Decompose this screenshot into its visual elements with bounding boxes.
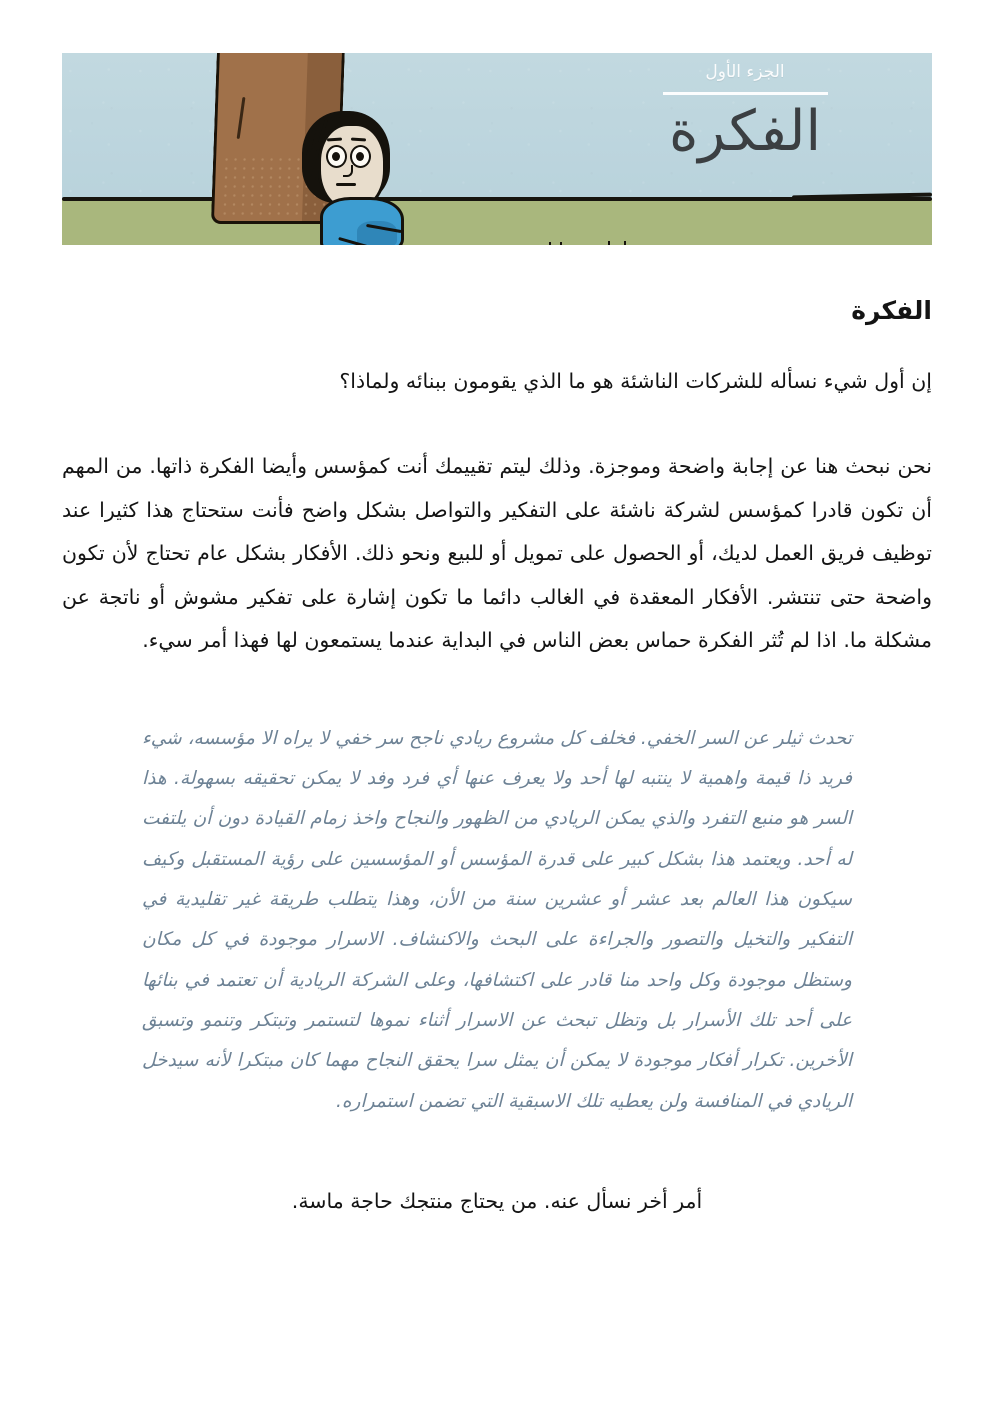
child-shirt-shading xyxy=(357,221,397,245)
document-body xyxy=(62,295,932,1222)
title-divider-rule xyxy=(663,92,828,95)
child-pupil-right xyxy=(356,152,364,161)
hero-banner xyxy=(62,53,932,245)
child-pupil-left xyxy=(332,152,340,161)
tree-bark-crack xyxy=(237,97,246,139)
closing-paragraph: أمر أخر نسأل عنه. من يحتاج منتجك حاجة ماسة. xyxy=(291,1189,703,1214)
grass-tuft xyxy=(608,241,626,245)
hero-title-block xyxy=(580,59,910,165)
child-blue-shirt xyxy=(320,197,404,245)
child-character-illustration xyxy=(292,111,402,245)
part-kicker: الجزء الأول xyxy=(705,62,785,82)
pull-quote: تحدث ثيلر عن السر الخفي. فخلف كل مشروع ريادي ناجح سر خفي لا يراه الا مؤسسه، شيء فريد ذا قيمة واهمية لا ينتبه لها أحد ولا يعرف عنها أي فرد وفد لا يمكن تحقيقه بسهولة. هذا السر هو منبع التفرد والذي يمكن الريادي من الظهور والنجاح واخذ زمام القيادة دون أن يلتفت له أحد. ويعتمد هذا بشكل كبير على قدرة المؤسس أو المؤسسين على رؤية المستقبل وكيف سيكون هذا العالم بعد عشر أو عشرين سنة من الأن، وهذا يتطلب طريقة غير تقليدية في التفكير والتخيل والتصور والجراءة على البحث والاكنشاف. الاسرار موجودة في كل مكان وستظل موجودة وكل واحد منا قادر على اكتشافها، وعلى الشركة الريادية أن تعتمد في بنائها على أحد تلك الأسرار بل وتظل تبحث عن الاسرار أثناء نموها لتستمر وتبتكر وتنمو وتسبق الأخرين. تكرار أفكار موجودة لا يمكن أن يمثل سرا يحقق النجاح مهما كان مبتكرا لأنه سيدخل الريادي في المنافسة ولن يعطيه تلك الاسبقية التي تضمن استمراره. xyxy=(142,727,852,1112)
lead-paragraph: إن أول شيء نسأله للشركات الناشئة هو ما الذي يقومون ببنائه ولماذا؟ xyxy=(339,368,932,393)
grass-ground xyxy=(62,199,932,245)
hero-title: الفكرة xyxy=(668,99,822,165)
section-heading: الفكرة xyxy=(851,296,932,325)
main-paragraph: نحن نبحث هنا عن إجابة واضحة وموجزة. وذلك ليتم تقييمك أنت كمؤسس وأيضا الفكرة ذاتها. من المهم أن تكون قادرا كمؤسس لشركة ناشئة على التفكير والتواصل بشكل واضح فأنت ستحتاج هذا كثيرا عند توظيف فريق العمل لديك، أو الحصول على تمويل أو للبيع ونحو ذلك. الأفكار بشكل عام تحتاج لأن تكون واضحة حتى تنتشر. الأفكار المعقدة في الغالب دائما ما تكون إشارة على تفكير مشوش أو ناتجة عن مشكلة ما. اذا لم تُثر الفكرة حماس بعض الناس في البداية عندما يستمعون لها فهذا أمر سيء. xyxy=(62,454,932,653)
child-eye-right xyxy=(350,145,371,168)
grass-tuft xyxy=(549,242,562,245)
child-mouth xyxy=(336,183,356,186)
